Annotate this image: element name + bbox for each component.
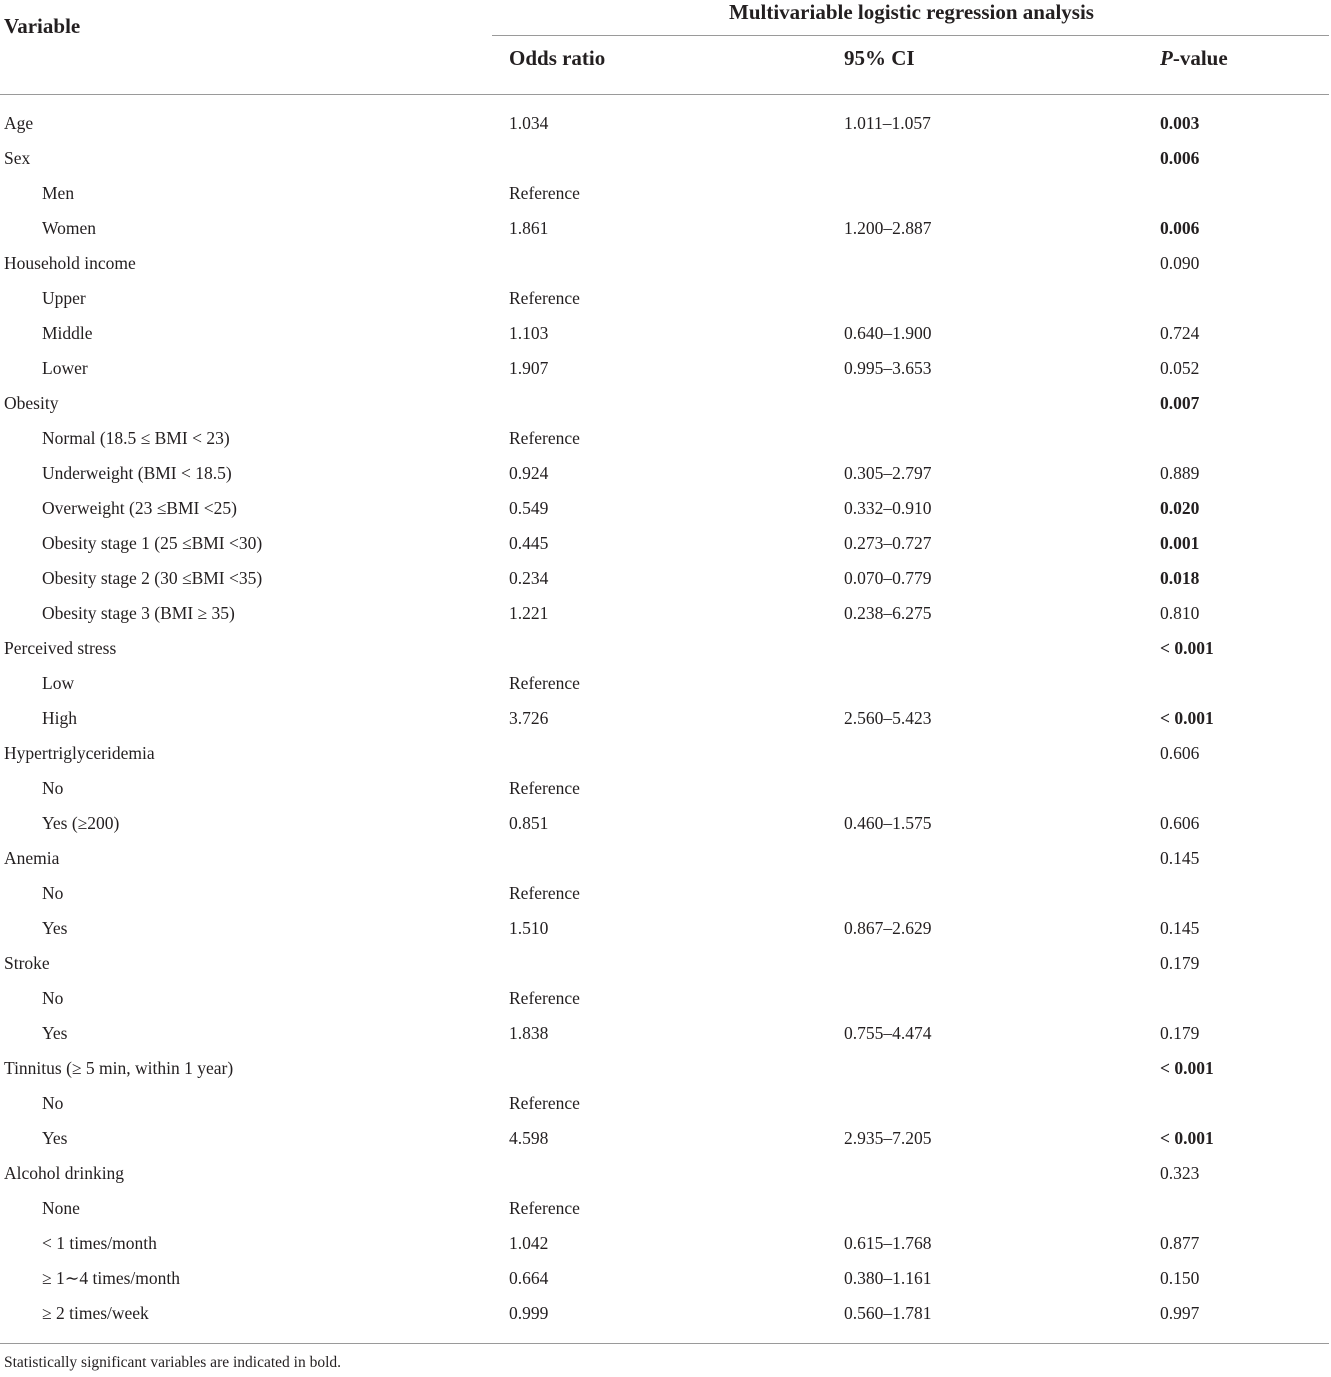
variable-cell: < 1 times/month — [42, 1233, 157, 1253]
variable-cell: No — [42, 1093, 64, 1113]
odds-ratio-cell: 1.221 — [509, 603, 549, 623]
odds-ratio-cell: Reference — [509, 883, 580, 903]
odds-ratio-cell: 0.664 — [509, 1268, 549, 1288]
ci-cell: 0.238–6.275 — [844, 603, 932, 623]
table-row — [0, 1261, 1331, 1296]
p-value-cell: 0.006 — [1160, 148, 1200, 168]
p-value-header-italic: P — [1160, 46, 1173, 70]
table-row — [0, 386, 1331, 421]
variable-cell: Sex — [4, 148, 31, 168]
variable-cell: No — [42, 988, 64, 1008]
table-header — [0, 0, 1331, 95]
p-value-cell: 0.006 — [1160, 218, 1200, 238]
odds-ratio-cell: 1.042 — [509, 1233, 549, 1253]
odds-ratio-cell: 0.234 — [509, 568, 549, 588]
table-row — [0, 666, 1331, 701]
table-row — [0, 631, 1331, 666]
table-row — [0, 106, 1331, 141]
odds-ratio-cell: Reference — [509, 988, 580, 1008]
variable-cell: Yes — [42, 918, 68, 938]
variable-cell: Men — [42, 183, 75, 203]
table-row — [0, 876, 1331, 911]
variable-cell: Yes — [42, 1128, 68, 1148]
table-row — [0, 596, 1331, 631]
table-row — [0, 736, 1331, 771]
variable-cell: Lower — [42, 358, 88, 378]
ci-column-header: 95% CI — [844, 46, 915, 70]
odds-ratio-cell: 4.598 — [509, 1128, 549, 1148]
header-rule — [0, 94, 1329, 95]
ci-cell: 1.200–2.887 — [844, 218, 932, 238]
group-header-rule — [492, 35, 1329, 36]
p-value-cell: 0.179 — [1160, 953, 1200, 973]
odds-ratio-cell: Reference — [509, 1093, 580, 1113]
variable-cell: Obesity stage 1 (25 ≤BMI <30) — [42, 533, 263, 553]
p-value-cell: 0.997 — [1160, 1303, 1200, 1323]
table-row — [0, 1191, 1331, 1226]
p-value-column-header — [1160, 46, 1228, 71]
p-value-cell: < 0.001 — [1160, 638, 1214, 658]
variable-cell: Yes (≥200) — [42, 813, 120, 833]
p-value-cell: 0.003 — [1160, 113, 1200, 133]
variable-cell: Perceived stress — [4, 638, 117, 658]
table-body — [0, 106, 1331, 1331]
table-row — [0, 911, 1331, 946]
odds-ratio-cell: 0.924 — [509, 463, 549, 483]
variable-cell: None — [42, 1198, 80, 1218]
group-column-header: Multivariable logistic regression analysis — [729, 0, 1094, 24]
table-row — [0, 841, 1331, 876]
ci-cell: 0.755–4.474 — [844, 1023, 932, 1043]
odds-ratio-cell: Reference — [509, 673, 580, 693]
variable-cell: Yes — [42, 1023, 68, 1043]
table-row — [0, 176, 1331, 211]
ci-cell: 0.332–0.910 — [844, 498, 932, 518]
odds-ratio-cell: 1.861 — [509, 218, 549, 238]
ci-cell: 0.380–1.161 — [844, 1268, 932, 1288]
variable-cell: Tinnitus (≥ 5 min, within 1 year) — [4, 1058, 234, 1078]
odds-ratio-cell: 1.103 — [509, 323, 549, 343]
table-bottom-rule — [0, 1343, 1329, 1344]
p-value-cell: < 0.001 — [1160, 1058, 1214, 1078]
table-row — [0, 701, 1331, 736]
variable-cell: High — [42, 708, 77, 728]
ci-cell: 1.011–1.057 — [844, 113, 931, 133]
p-value-cell: 0.145 — [1160, 848, 1200, 868]
ci-cell: 0.070–0.779 — [844, 568, 932, 588]
variable-cell: Overweight (23 ≤BMI <25) — [42, 498, 237, 518]
variable-cell: ≥ 1∼4 times/month — [42, 1268, 181, 1288]
table-row — [0, 491, 1331, 526]
table-row — [0, 1156, 1331, 1191]
p-value-cell: 0.724 — [1160, 323, 1200, 343]
table-row — [0, 561, 1331, 596]
variable-cell: Alcohol drinking — [4, 1163, 125, 1183]
table-row — [0, 421, 1331, 456]
table-row — [0, 526, 1331, 561]
table-row — [0, 211, 1331, 246]
table-row — [0, 1226, 1331, 1261]
odds-ratio-column-header: Odds ratio — [509, 46, 606, 70]
odds-ratio-cell: Reference — [509, 183, 580, 203]
p-value-header-suffix: -value — [1172, 46, 1228, 70]
p-value-cell: 0.606 — [1160, 813, 1200, 833]
variable-column-header: Variable — [4, 14, 81, 38]
variable-cell: Household income — [4, 253, 136, 273]
table-row — [0, 1121, 1331, 1156]
p-value-cell: 0.323 — [1160, 1163, 1200, 1183]
odds-ratio-cell: 1.838 — [509, 1023, 549, 1043]
variable-cell: Obesity stage 2 (30 ≤BMI <35) — [42, 568, 263, 588]
odds-ratio-cell: Reference — [509, 1198, 580, 1218]
variable-cell: No — [42, 883, 64, 903]
p-value-cell: < 0.001 — [1160, 708, 1214, 728]
p-value-cell: 0.052 — [1160, 358, 1200, 378]
variable-cell: Age — [4, 113, 34, 133]
p-value-cell: 0.007 — [1160, 393, 1200, 413]
table-row — [0, 351, 1331, 386]
ci-cell: 2.560–5.423 — [844, 708, 932, 728]
p-value-cell: 0.018 — [1160, 568, 1200, 588]
table-row — [0, 246, 1331, 281]
table-row — [0, 771, 1331, 806]
odds-ratio-cell: 1.510 — [509, 918, 549, 938]
ci-cell: 0.640–1.900 — [844, 323, 932, 343]
odds-ratio-cell: Reference — [509, 778, 580, 798]
ci-cell: 0.460–1.575 — [844, 813, 932, 833]
table-row — [0, 456, 1331, 491]
table-row — [0, 806, 1331, 841]
p-value-cell: 0.145 — [1160, 918, 1200, 938]
odds-ratio-cell: 0.999 — [509, 1303, 549, 1323]
table-row — [0, 1051, 1331, 1086]
variable-cell: Anemia — [4, 848, 60, 868]
odds-ratio-cell: 3.726 — [509, 708, 549, 728]
odds-ratio-cell: 0.851 — [509, 813, 549, 833]
odds-ratio-cell: 0.549 — [509, 498, 549, 518]
ci-cell: 0.305–2.797 — [844, 463, 932, 483]
p-value-cell: 0.606 — [1160, 743, 1200, 763]
p-value-cell: 0.150 — [1160, 1268, 1200, 1288]
ci-cell: 2.935–7.205 — [844, 1128, 932, 1148]
odds-ratio-cell: 0.445 — [509, 533, 549, 553]
odds-ratio-cell: Reference — [509, 288, 580, 308]
variable-cell: Middle — [42, 323, 93, 343]
p-value-cell: 0.889 — [1160, 463, 1200, 483]
variable-cell: Hypertriglyceridemia — [4, 743, 155, 763]
table-row — [0, 1296, 1331, 1331]
variable-cell: Low — [42, 673, 75, 693]
variable-cell: Normal (18.5 ≤ BMI < 23) — [42, 428, 230, 448]
variable-cell: No — [42, 778, 64, 798]
table-row — [0, 981, 1331, 1016]
variable-cell: Obesity — [4, 393, 59, 413]
ci-cell: 0.615–1.768 — [844, 1233, 932, 1253]
p-value-cell: 0.810 — [1160, 603, 1200, 623]
variable-cell: Obesity stage 3 (BMI ≥ 35) — [42, 603, 235, 623]
variable-cell: Women — [42, 218, 96, 238]
ci-cell: 0.560–1.781 — [844, 1303, 932, 1323]
variable-cell: Upper — [42, 288, 86, 308]
odds-ratio-cell: 1.907 — [509, 358, 549, 378]
variable-cell: ≥ 2 times/week — [42, 1303, 149, 1323]
ci-cell: 0.995–3.653 — [844, 358, 932, 378]
p-value-cell: 0.090 — [1160, 253, 1200, 273]
p-value-cell: 0.020 — [1160, 498, 1200, 518]
odds-ratio-cell: Reference — [509, 428, 580, 448]
p-value-cell: < 0.001 — [1160, 1128, 1214, 1148]
table-row — [0, 316, 1331, 351]
variable-cell: Underweight (BMI < 18.5) — [42, 463, 232, 483]
ci-cell: 0.867–2.629 — [844, 918, 932, 938]
table-row — [0, 281, 1331, 316]
table-row — [0, 141, 1331, 176]
table-row — [0, 1086, 1331, 1121]
p-value-cell: 0.877 — [1160, 1233, 1200, 1253]
table-row — [0, 1016, 1331, 1051]
variable-cell: Stroke — [4, 953, 50, 973]
table-row — [0, 946, 1331, 981]
p-value-cell: 0.179 — [1160, 1023, 1200, 1043]
table-footnote: Statistically significant variables are indicated in bold. — [4, 1354, 342, 1371]
p-value-cell: 0.001 — [1160, 533, 1200, 553]
ci-cell: 0.273–0.727 — [844, 533, 932, 553]
odds-ratio-cell: 1.034 — [509, 113, 549, 133]
